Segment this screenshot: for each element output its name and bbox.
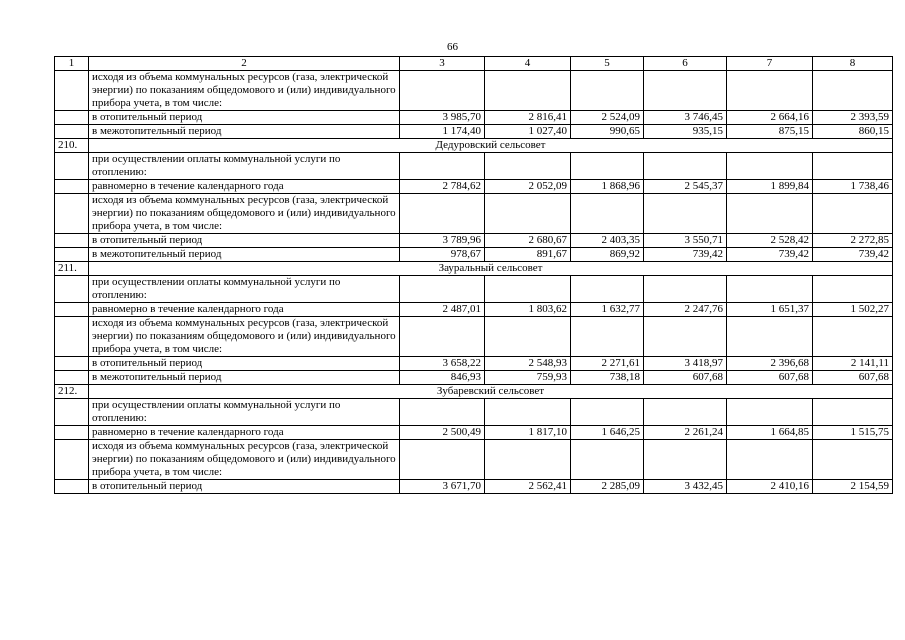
value-cell <box>727 71 813 111</box>
row-label: в отопительный период <box>89 357 400 371</box>
code-cell <box>55 357 89 371</box>
value-cell: 846,93 <box>400 371 485 385</box>
row-label: в отопительный период <box>89 480 400 494</box>
value-cell: 2 664,16 <box>727 111 813 125</box>
value-cell <box>485 276 571 303</box>
code-cell <box>55 399 89 426</box>
value-cell <box>571 276 644 303</box>
value-cell: 2 247,76 <box>644 303 727 317</box>
code-cell <box>55 317 89 357</box>
label-row <box>55 153 893 180</box>
value-cell: 1 817,10 <box>485 426 571 440</box>
value-cell <box>644 194 727 234</box>
value-cell: 935,15 <box>644 125 727 139</box>
value-cell: 1 664,85 <box>727 426 813 440</box>
value-cell: 1 515,75 <box>813 426 893 440</box>
row-label: в отопительный период <box>89 111 400 125</box>
header-cell: 8 <box>813 57 893 71</box>
value-cell: 739,42 <box>813 248 893 262</box>
section-title: Дедуровский сельсовет <box>89 139 893 153</box>
value-cell: 1 174,40 <box>400 125 485 139</box>
value-cell <box>813 276 893 303</box>
value-cell: 978,67 <box>400 248 485 262</box>
value-cell: 1 027,40 <box>485 125 571 139</box>
value-cell: 2 261,24 <box>644 426 727 440</box>
data-row <box>55 180 893 194</box>
data-row <box>55 111 893 125</box>
value-cell <box>813 194 893 234</box>
value-cell <box>644 71 727 111</box>
row-label: исходя из объема коммунальных ресурсов (газа, электрической энергии) по показаниям общедомового и (или) индивидуального прибора учета, в том числе: <box>89 440 400 480</box>
row-label: исходя из объема коммунальных ресурсов (газа, электрической энергии) по показаниям общедомового и (или) индивидуального прибора учета, в том числе: <box>89 194 400 234</box>
data-row <box>55 248 893 262</box>
value-cell: 3 789,96 <box>400 234 485 248</box>
value-cell: 2 141,11 <box>813 357 893 371</box>
value-cell: 1 868,96 <box>571 180 644 194</box>
header-cell: 7 <box>727 57 813 71</box>
value-cell <box>571 440 644 480</box>
value-cell <box>644 440 727 480</box>
value-cell <box>813 153 893 180</box>
value-cell: 2 784,62 <box>400 180 485 194</box>
value-cell <box>727 276 813 303</box>
row-label: равномерно в течение календарного года <box>89 303 400 317</box>
value-cell <box>813 317 893 357</box>
code-cell <box>55 194 89 234</box>
value-cell: 2 272,85 <box>813 234 893 248</box>
data-row <box>55 357 893 371</box>
value-cell: 739,42 <box>644 248 727 262</box>
value-cell: 1 632,77 <box>571 303 644 317</box>
value-cell <box>485 440 571 480</box>
section-title: Зубаревский сельсовет <box>89 385 893 399</box>
value-cell <box>644 317 727 357</box>
code-cell <box>55 303 89 317</box>
value-cell <box>644 399 727 426</box>
section-code: 211. <box>55 262 89 276</box>
header-cell: 2 <box>89 57 400 71</box>
value-cell <box>485 194 571 234</box>
label-row <box>55 440 893 480</box>
label-row <box>55 276 893 303</box>
header-cell: 4 <box>485 57 571 71</box>
value-cell <box>485 317 571 357</box>
section-code: 212. <box>55 385 89 399</box>
value-cell: 2 528,42 <box>727 234 813 248</box>
data-row <box>55 303 893 317</box>
value-cell: 2 285,09 <box>571 480 644 494</box>
value-cell: 3 418,97 <box>644 357 727 371</box>
code-cell <box>55 180 89 194</box>
row-label: при осуществлении оплаты коммунальной услуги по отоплению: <box>89 399 400 426</box>
value-cell: 2 396,68 <box>727 357 813 371</box>
label-row <box>55 71 893 111</box>
row-label: при осуществлении оплаты коммунальной услуги по отоплению: <box>89 153 400 180</box>
value-cell: 869,92 <box>571 248 644 262</box>
section-title: Зауральный сельсовет <box>89 262 893 276</box>
data-row <box>55 426 893 440</box>
value-cell <box>571 399 644 426</box>
value-cell <box>485 71 571 111</box>
value-cell: 1 738,46 <box>813 180 893 194</box>
row-label: в отопительный период <box>89 234 400 248</box>
code-cell <box>55 248 89 262</box>
value-cell: 1 646,25 <box>571 426 644 440</box>
value-cell <box>571 317 644 357</box>
value-cell: 3 432,45 <box>644 480 727 494</box>
code-cell <box>55 234 89 248</box>
tariff-table <box>54 56 893 494</box>
value-cell: 3 746,45 <box>644 111 727 125</box>
row-label: исходя из объема коммунальных ресурсов (газа, электрической энергии) по показаниям общедомового и (или) индивидуального прибора учета, в том числе: <box>89 71 400 111</box>
value-cell: 990,65 <box>571 125 644 139</box>
code-cell <box>55 153 89 180</box>
section-row <box>55 262 893 276</box>
value-cell <box>727 399 813 426</box>
value-cell: 2 500,49 <box>400 426 485 440</box>
value-cell: 2 410,16 <box>727 480 813 494</box>
value-cell: 1 651,37 <box>727 303 813 317</box>
value-cell: 875,15 <box>727 125 813 139</box>
value-cell: 759,93 <box>485 371 571 385</box>
value-cell: 2 816,41 <box>485 111 571 125</box>
label-row <box>55 399 893 426</box>
value-cell: 2 052,09 <box>485 180 571 194</box>
header-cell: 5 <box>571 57 644 71</box>
data-row <box>55 480 893 494</box>
value-cell: 2 548,93 <box>485 357 571 371</box>
section-code: 210. <box>55 139 89 153</box>
data-row <box>55 125 893 139</box>
value-cell: 738,18 <box>571 371 644 385</box>
code-cell <box>55 125 89 139</box>
value-cell: 3 550,71 <box>644 234 727 248</box>
value-cell: 3 658,22 <box>400 357 485 371</box>
value-cell: 860,15 <box>813 125 893 139</box>
value-cell <box>485 399 571 426</box>
header-cell: 6 <box>644 57 727 71</box>
value-cell <box>400 194 485 234</box>
code-cell <box>55 426 89 440</box>
value-cell: 2 680,67 <box>485 234 571 248</box>
value-cell <box>644 153 727 180</box>
section-row <box>55 385 893 399</box>
value-cell <box>813 71 893 111</box>
value-cell: 1 803,62 <box>485 303 571 317</box>
value-cell <box>571 153 644 180</box>
value-cell: 607,68 <box>727 371 813 385</box>
value-cell: 891,67 <box>485 248 571 262</box>
value-cell <box>400 440 485 480</box>
code-cell <box>55 111 89 125</box>
row-label: в межотопительный период <box>89 371 400 385</box>
value-cell <box>644 276 727 303</box>
data-row <box>55 234 893 248</box>
value-cell <box>400 153 485 180</box>
value-cell: 2 524,09 <box>571 111 644 125</box>
value-cell: 2 154,59 <box>813 480 893 494</box>
value-cell: 1 899,84 <box>727 180 813 194</box>
value-cell: 1 502,27 <box>813 303 893 317</box>
header-cell: 1 <box>55 57 89 71</box>
row-label: равномерно в течение календарного года <box>89 180 400 194</box>
value-cell <box>400 317 485 357</box>
label-row <box>55 317 893 357</box>
header-cell: 3 <box>400 57 485 71</box>
row-label: равномерно в течение календарного года <box>89 426 400 440</box>
value-cell <box>727 194 813 234</box>
value-cell <box>400 71 485 111</box>
code-cell <box>55 371 89 385</box>
row-label: в межотопительный период <box>89 248 400 262</box>
value-cell: 607,68 <box>644 371 727 385</box>
value-cell <box>813 440 893 480</box>
data-row <box>55 371 893 385</box>
row-label: в межотопительный период <box>89 125 400 139</box>
value-cell <box>571 71 644 111</box>
value-cell: 2 545,37 <box>644 180 727 194</box>
value-cell: 607,68 <box>813 371 893 385</box>
value-cell: 2 393,59 <box>813 111 893 125</box>
code-cell <box>55 276 89 303</box>
value-cell <box>727 440 813 480</box>
row-label: исходя из объема коммунальных ресурсов (газа, электрической энергии) по показаниям общедомового и (или) индивидуального прибора учета, в том числе: <box>89 317 400 357</box>
value-cell <box>400 276 485 303</box>
row-label: при осуществлении оплаты коммунальной услуги по отоплению: <box>89 276 400 303</box>
section-row <box>55 139 893 153</box>
value-cell: 2 562,41 <box>485 480 571 494</box>
page-number: 66 <box>447 41 458 53</box>
value-cell <box>400 399 485 426</box>
value-cell: 739,42 <box>727 248 813 262</box>
code-cell <box>55 480 89 494</box>
value-cell <box>485 153 571 180</box>
value-cell <box>813 399 893 426</box>
value-cell: 2 271,61 <box>571 357 644 371</box>
value-cell: 2 403,35 <box>571 234 644 248</box>
code-cell <box>55 71 89 111</box>
value-cell: 3 985,70 <box>400 111 485 125</box>
value-cell: 2 487,01 <box>400 303 485 317</box>
value-cell: 3 671,70 <box>400 480 485 494</box>
value-cell <box>727 153 813 180</box>
label-row <box>55 194 893 234</box>
value-cell <box>571 194 644 234</box>
header-row <box>55 57 893 71</box>
table-body <box>55 57 893 494</box>
value-cell <box>727 317 813 357</box>
code-cell <box>55 440 89 480</box>
